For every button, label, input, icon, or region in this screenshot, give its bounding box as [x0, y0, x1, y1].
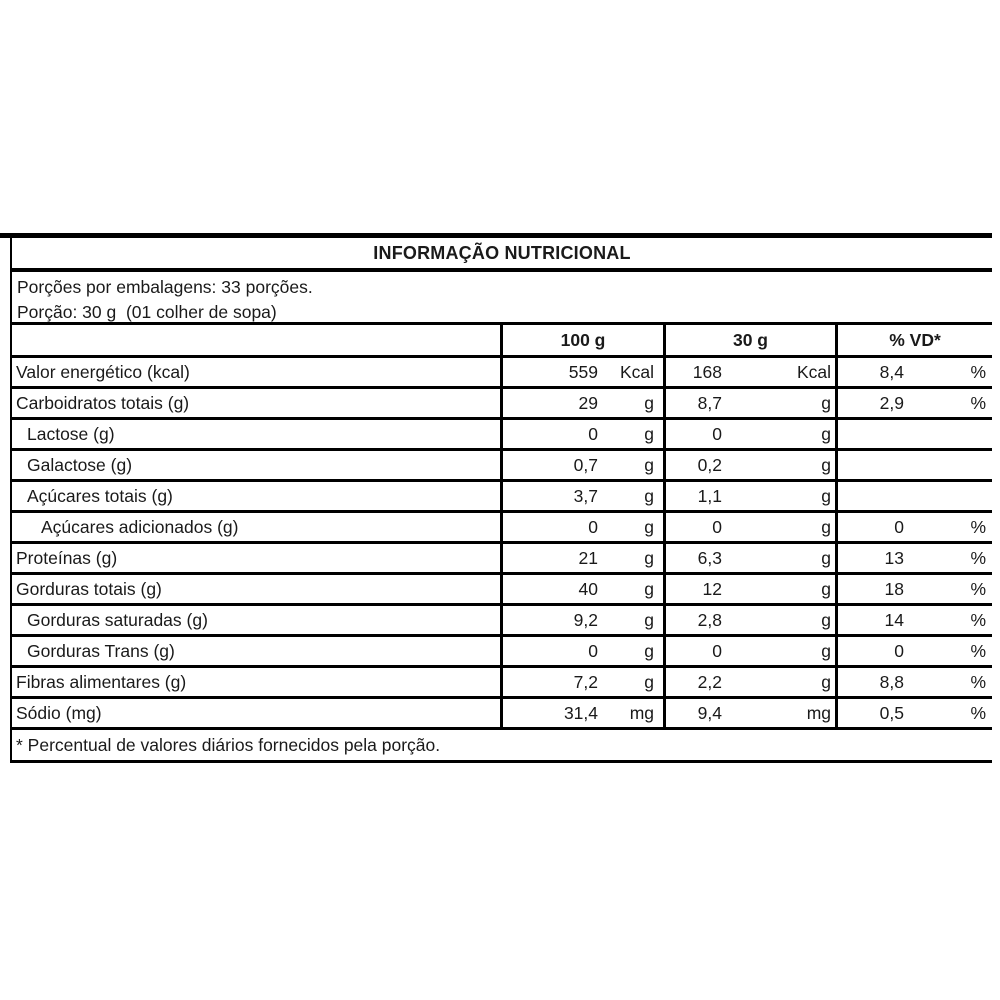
value-30g: 0,2 [697, 454, 722, 475]
value-vd: 14 [884, 609, 904, 630]
footnote: * Percentual de valores diários fornecidos pela porção. [12, 730, 992, 763]
value-vd: 0 [894, 640, 904, 661]
row-gorduras-saturadas [12, 606, 992, 637]
row-label: Gorduras totais (g) [16, 578, 162, 599]
unit-100g: g [644, 578, 654, 599]
row-label: Carboidratos totais (g) [16, 392, 190, 413]
value-100g: 0,7 [573, 454, 598, 475]
row-label: Valor energético (kcal) [16, 361, 190, 382]
column-header-row [12, 325, 992, 358]
value-100g: 21 [578, 547, 598, 568]
row-label: Açúcares adicionados (g) [41, 516, 239, 537]
unit-30g: g [821, 423, 831, 444]
row-carboidratos-totais [12, 389, 992, 420]
value-30g: 168 [692, 361, 722, 382]
table-title: INFORMAÇÃO NUTRICIONAL [12, 238, 992, 272]
row-sodio [12, 699, 992, 730]
unit-100g: g [644, 516, 654, 537]
value-vd: 0 [894, 516, 904, 537]
serving-size: Porção: 30 g (01 colher de sopa) [17, 302, 277, 322]
value-100g: 31,4 [563, 702, 598, 723]
unit-30g: g [821, 578, 831, 599]
value-30g: 0 [712, 516, 722, 537]
unit-30g: g [821, 640, 831, 661]
row-label: Açúcares totais (g) [27, 485, 173, 506]
value-100g: 29 [578, 392, 598, 413]
value-vd: 18 [884, 578, 904, 599]
unit-vd: % [970, 547, 986, 568]
unit-30g: g [821, 454, 831, 475]
unit-vd: % [970, 671, 986, 692]
unit-100g: Kcal [619, 361, 654, 382]
unit-100g: g [644, 640, 654, 661]
value-vd: 2,9 [879, 392, 904, 413]
row-label: Galactose (g) [27, 454, 133, 475]
row-acucares-totais [12, 482, 992, 513]
unit-30g: g [821, 392, 831, 413]
value-vd: 8,4 [879, 361, 904, 382]
unit-100g: g [644, 671, 654, 692]
unit-30g: g [821, 485, 831, 506]
row-label: Fibras alimentares (g) [16, 671, 187, 692]
value-100g: 9,2 [573, 609, 598, 630]
value-100g: 559 [568, 361, 598, 382]
serving-info-block [12, 272, 992, 325]
unit-vd: % [970, 578, 986, 599]
unit-100g: g [644, 485, 654, 506]
value-30g: 6,3 [697, 547, 722, 568]
unit-100g: mg [629, 702, 654, 723]
value-30g: 12 [702, 578, 722, 599]
servings-per-package: Porções por embalagens: 33 porções. [17, 277, 313, 297]
row-label: Proteínas (g) [16, 547, 118, 568]
row-acucares-adicionados [12, 513, 992, 544]
unit-30g: Kcal [796, 361, 831, 382]
header-percent-vd: % VD* [835, 325, 992, 355]
row-label: Lactose (g) [27, 423, 115, 444]
header-label-cell [12, 325, 500, 355]
row-gorduras-totais [12, 575, 992, 606]
value-100g: 7,2 [573, 671, 598, 692]
value-30g: 8,7 [697, 392, 722, 413]
unit-vd: % [970, 640, 986, 661]
unit-30g: g [821, 671, 831, 692]
unit-100g: g [644, 423, 654, 444]
unit-30g: g [821, 516, 831, 537]
row-valor-energetico [12, 358, 992, 389]
value-100g: 0 [588, 640, 598, 661]
unit-100g: g [644, 454, 654, 475]
unit-vd: % [970, 702, 986, 723]
row-label: Gorduras Trans (g) [27, 640, 175, 661]
value-30g: 2,8 [697, 609, 722, 630]
unit-vd: % [970, 361, 986, 382]
value-vd: 13 [884, 547, 904, 568]
value-30g: 1,1 [697, 485, 722, 506]
row-gorduras-trans [12, 637, 992, 668]
value-30g: 2,2 [697, 671, 722, 692]
unit-100g: g [644, 547, 654, 568]
row-proteinas [12, 544, 992, 575]
row-galactose [12, 451, 992, 482]
value-100g: 3,7 [573, 485, 598, 506]
unit-vd: % [970, 392, 986, 413]
row-label: Sódio (mg) [16, 702, 102, 723]
value-100g: 0 [588, 423, 598, 444]
row-lactose [12, 420, 992, 451]
unit-30g: mg [806, 702, 831, 723]
row-label: Gorduras saturadas (g) [27, 609, 208, 630]
nutrition-table [10, 238, 992, 763]
unit-30g: g [821, 547, 831, 568]
value-30g: 0 [712, 423, 722, 444]
value-100g: 40 [578, 578, 598, 599]
header-30g: 30 g [663, 325, 835, 355]
value-vd: 8,8 [879, 671, 904, 692]
unit-vd: % [970, 609, 986, 630]
unit-100g: g [644, 609, 654, 630]
value-30g: 9,4 [697, 702, 722, 723]
unit-30g: g [821, 609, 831, 630]
unit-100g: g [644, 392, 654, 413]
value-30g: 0 [712, 640, 722, 661]
unit-vd: % [970, 516, 986, 537]
row-fibras-alimentares [12, 668, 992, 699]
value-100g: 0 [588, 516, 598, 537]
header-100g: 100 g [500, 325, 663, 355]
value-vd: 0,5 [879, 702, 904, 723]
